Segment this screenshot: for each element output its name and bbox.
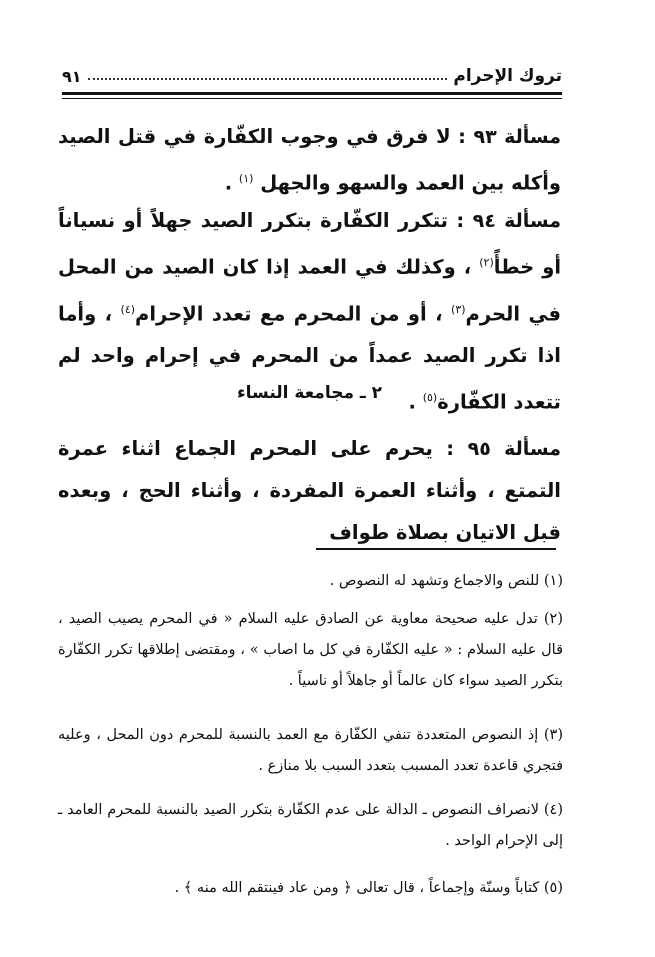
mas-ala-93-separator: :: [450, 125, 474, 148]
header-rule-thin: [62, 98, 562, 99]
header-rule-thick: [62, 92, 562, 95]
header-title: تروك الإحرام: [453, 66, 562, 86]
footnote-marker-5: (٥): [422, 391, 438, 404]
footnote-separator: [316, 548, 556, 550]
mas-ala-93-end: .: [224, 171, 239, 195]
mas-ala-95-label: مسألة ٩٥: [467, 438, 561, 460]
footnote-marker-1: (١): [238, 172, 254, 185]
mas-ala-94-text-4: ، وأما اذا تكرر الصيد عمداً من المحرم في إحرام واحد لم تتعدد الكفّارة: [58, 302, 561, 414]
footnote-2: (٢) تدل عليه صحيحة معاوية عن الصادق عليه السلام « في المحرم يصيب الصيد ، قال عليه السلام : « عليه الكفّارة في كل ما اصاب » ، ومقتضى إطلاقها تكرر الكفّارة بتكرر الصيد سواء كان عالماً أو جاهلاً أو ناسياً .: [58, 611, 563, 689]
page-number: ٩١: [62, 67, 82, 86]
section-heading: ٢ ـ مجامعة النساء: [236, 383, 383, 403]
header-dot-leader: [88, 78, 448, 80]
running-header: [62, 60, 562, 86]
mas-ala-94-end: .: [408, 390, 423, 414]
footnote-5: (٥) كتاباً وسنّة وإجماعاً ، قال تعالى ﴿ ومن عاد فينتقم الله منه ﴾ .: [174, 880, 563, 896]
mas-ala-95-text: يحرم على المحرم الجماع اثناء عمرة التمتع ، وأثناء العمرة المفردة ، وأثناء الحج ، وبعده قبل الاتيان بصلاة طواف: [58, 437, 561, 544]
footnote-3: (٣) إذ النصوص المتعددة تنفي الكفّارة مع العمد بالنسبة للمحرم دون المحل ، وعليه فتجري قاعدة تعدد المسبب بتعدد السبب بلا منازع .: [58, 727, 563, 774]
mas-ala-94-text-2: ، وكذلك في العمد إذا كان الصيد من المحل في الحرم: [58, 255, 561, 325]
mas-ala-93-text: لا فرق في وجوب الكفّارة في قتل الصيد وأكله بين العمد والسهو والجهل: [58, 125, 561, 195]
footnote-4: (٤) لانصراف النصوص ـ الدالة على عدم الكفّارة بتكرر الصيد بالنسبة للمحرم العامد ـ إلى الإحرام الواحد .: [58, 802, 563, 849]
mas-ala-94-text-3: ، أو من المحرم مع تعدد الإحرام: [135, 302, 452, 325]
footnote-marker-3: (٣): [451, 302, 466, 316]
footnote-marker-4: (٤): [120, 302, 136, 316]
footnote-marker-2: (٢): [479, 256, 494, 269]
mas-ala-93-label: مسألة ٩٣: [473, 126, 561, 148]
mas-ala-94-label: مسألة ٩٤: [472, 210, 561, 232]
mas-ala-95: [58, 428, 561, 554]
footnote-1: (١) للنص والاجماع وتشهد له النصوص .: [329, 573, 563, 589]
mas-ala-95-separator: :: [432, 437, 468, 460]
mas-ala-94-separator: :: [448, 209, 473, 232]
mas-ala-94-text-1: تتكرر الكفّارة بتكرر الصيد جهلاً أو نسياناً أو خطأً: [58, 209, 561, 279]
mas-ala-93: [58, 116, 561, 205]
